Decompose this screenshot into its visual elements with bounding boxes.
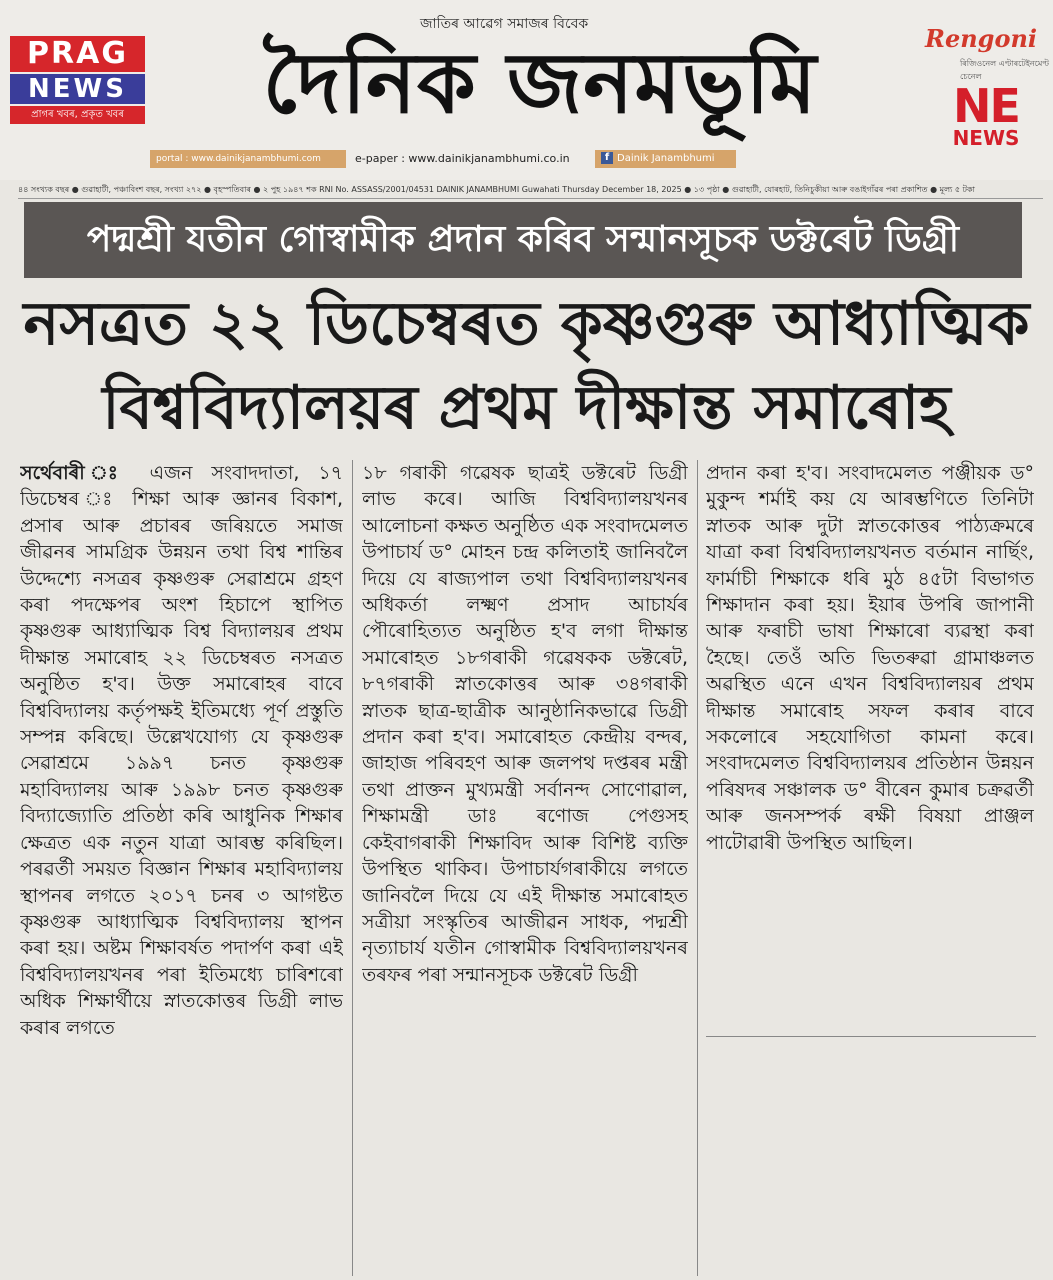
byline: সৰ্থেবাৰী ঃ (20, 462, 131, 484)
portal-link: portal : www.dainikjanambhumi.com (150, 150, 346, 168)
rengoni-logo: Rengoni (925, 24, 1038, 53)
facebook-label: Dainik Janambhumi (617, 153, 715, 164)
column-end-rule (706, 1036, 1036, 1037)
column-divider (352, 460, 353, 1276)
rengoni-logo-sub: ৰিজিওনেল এণ্টাৰটেইনমেণ্ট চেনেল (960, 59, 1049, 81)
ne-news-logo (940, 79, 1032, 150)
headline-line-1: নসত্ৰত ২২ ডিচেম্বৰত কৃষ্ণগুৰু আধ্যাত্মিক (23, 289, 1030, 359)
ne-news-logo-small: NEWS (952, 126, 1020, 150)
facebook-link (595, 150, 736, 168)
epaper-link: e-paper : www.dainikjanambhumi.co.in (355, 152, 570, 165)
article-banner: পদ্মশ্ৰী যতীন গোস্বামীক প্ৰদান কৰিব সন্মানসূচক ডক্টৰেট ডিগ্ৰী (24, 202, 1022, 278)
article-column-1 (20, 460, 343, 1276)
prag-news-logo (10, 36, 145, 128)
article-column-3: প্ৰদান কৰা হ'ব। সংবাদমেলত পঞ্জীয়ক ড° মুকুন্দ শৰ্মাই কয় যে আৰম্ভণিতে তিনিটা স্নাতক আৰু দুটা স্নাতকোত্তৰ পাঠ্যক্ৰমৰে যাত্ৰা কৰা বিশ্ববিদ্যালয়খনত বৰ্তমান নাৰ্ছিং, ফাৰ্মাচী শিক্ষাকে ধৰি মুঠ ৪৫টা বিভাগত শিক্ষাদান কৰা হয়। ইয়াৰ উপৰি জাপানী আৰু ফৰাচী ভাষা শিক্ষাৰো ব্যৱস্থা কৰা হৈছে। তেওঁ অতি ভিতৰুৱা গ্ৰামাঞ্চলত অৱস্থিত এনে এখন বিশ্ববিদ্যালয়ৰ প্ৰথম দীক্ষান্ত সমাৰোহ সফল কৰাৰ বাবে সকলোৰে সহযোগিতা কামনা কৰে। সংবাদমেলত বিশ্ববিদ্যালয়ৰ প্ৰতিষ্ঠান উন্নয়ন পৰিষদৰ সঞ্চালক ড° বীৰেন কুমাৰ চক্ৰৱৰ্তী আৰু জনসম্পৰ্ক ৰক্ষী বিষয়া প্ৰাঞ্জল পাটোৱাৰী উপস্থিত আছিল। (706, 462, 1034, 854)
article-headline (20, 282, 1033, 450)
column-1-text: এজন সংবাদদাতা, ১৭ ডিচেম্বৰ ঃ শিক্ষা আৰু জ্ঞানৰ বিকাশ, প্ৰসাৰ আৰু প্ৰচাৰৰ জৰিয়তে সমাজ জীৱনৰ সামগ্ৰিক উন্নয়ন তথা বিশ্ব শান্তিৰ উদ্দেশ্যে নসত্ৰৰ কৃষ্ণগুৰু সেৱাশ্ৰমে গ্ৰহণ কৰা পদক্ষেপৰ অংশ হিচাপে স্থাপিত কৃষ্ণগুৰু আধ্যাত্মিক বিশ্ব বিদ্যালয়ৰ প্ৰথম দীক্ষান্ত সমাৰোহ ২২ ডিচেম্বৰত নসত্ৰত অনুষ্ঠিত হ'ব। উক্ত সমাৰোহৰ বাবে বিশ্ববিদ্যালয় কৰ্তৃপক্ষই ইতিমধ্যে পূৰ্ণ প্ৰস্তুতি সম্পন্ন কৰিছে। উল্লেখযোগ্য যে কৃষ্ণগুৰু সেৱাশ্ৰমে ১৯৯৭ চনত কৃষ্ণগুৰু মহাবিদ্যালয় আৰু ১৯৯৮ চনত কৃষ্ণগুৰু বিদ্যাজ্যোতি প্ৰতিষ্ঠা কৰি আধুনিক শিক্ষাৰ ক্ষেত্ৰত এক নতুন যাত্ৰা আৰম্ভ কৰিছিল। পৰৱৰ্তী সময়ত বিজ্ঞান শিক্ষাৰ মহাবিদ্যালয় স্থাপনৰ লগতে ২০১৭ চনৰ ৩ আগষ্টত কৃষ্ণগুৰু আধ্যাত্মিক বিশ্ববিদ্যালয় স্থাপন কৰা হয়। অষ্টম শিক্ষাবৰ্ষত পদাৰ্পণ কৰা এই বিশ্ববিদ্যালয়খনৰ পৰা ইতিমধ্যে চাৰিশৰো অধিক শিক্ষাৰ্থীয়ে স্নাতকোত্তৰ ডিগ্ৰী লাভ কৰাৰ লগতে (20, 462, 343, 1039)
facebook-icon: f (601, 152, 613, 164)
masthead (0, 0, 1053, 180)
column-divider (697, 460, 698, 1276)
headline-line-2: বিশ্ববিদ্যালয়ৰ প্ৰথম দীক্ষান্ত সমাৰোহ (102, 373, 951, 443)
prag-logo-bottom: প্ৰাগৰ খবৰ, প্ৰকৃত খবৰ (10, 106, 145, 124)
prag-logo-top: PRAG (10, 36, 145, 72)
dateline: ৪৪ সংখ্যক বছৰ ● গুৱাহাটী, পঞ্চাবিংশ বছৰ, সংখ্যা ২৭২ ● বৃহস্পতিবাৰ ● ২ পুহ ১৯৪৭ শক RNI No. ASSASS/2001/04531 DAINIK JANAMBHUMI Guwahati Thursday December 18, 2025 ● ১৩ পৃষ্ঠা ● গুৱাহাটী, যোৰহাট, তিনিচুকীয়া আৰু বঙাইগাঁৱৰ পৰা প্ৰকাশিত ● মূল্য ৫ টকা (18, 182, 1043, 199)
ne-news-logo-big: NE (953, 79, 1019, 133)
tagline: জাতিৰ আৱেগ সমাজৰ বিবেক (420, 16, 589, 32)
newspaper-name: দৈনিক জনমভূমি (262, 34, 818, 132)
article-column-2: ১৮ গৰাকী গৱেষক ছাত্ৰই ডক্টৰেট ডিগ্ৰী লাভ কৰে। আজি বিশ্ববিদ্যালয়খনৰ আলোচনা কক্ষত অনুষ্ঠিত এক সংবাদমেলত উপাচাৰ্য ড° মোহন চন্দ্ৰ কলিতাই জানিবলৈ দিয়ে যে ৰাজ্যপাল তথা বিশ্ববিদ্যালয়খনৰ অধিকৰ্তা লক্ষ্মণ প্ৰসাদ আচাৰ্যৰ পৌৰোহিত্যত অনুষ্ঠিত হ'ব লগা দীক্ষান্ত সমাৰোহত ১৮গৰাকী গৱেষকক ডক্টৰেট, ৮৭গৰাকী স্নাতকোত্তৰ আৰু ৩৪গৰাকী স্নাতক ছাত্ৰ-ছাত্ৰীক আনুষ্ঠানিকভাৱে ডিগ্ৰী প্ৰদান কৰা হ'ব। সমাৰোহত কেন্দ্ৰীয় বন্দৰ, জাহাজ পৰিবহণ আৰু জলপথ দপ্তৰৰ মন্ত্ৰী তথা প্ৰাক্তন মুখ্যমন্ত্ৰী সৰ্বানন্দ সোণোৱাল, শিক্ষামন্ত্ৰী ডাঃ ৰণোজ পেগুসহ কেইবাগৰাকী শিক্ষাবিদ আৰু বিশিষ্ট ব্যক্তি উপস্থিত থাকিব। উপাচাৰ্যগৰাকীয়ে লগতে জানিবলৈ দিয়ে যে এই দীক্ষান্ত সমাৰোহত সত্ৰীয়া সংস্কৃতিৰ আজীৱন সাধক, পদ্মশ্ৰী নৃত্যাচাৰ্য যতীন গোস্বামীক বিশ্ববিদ্যালয়খনৰ তৰফৰ পৰা সন্মানসূচক ডক্টৰেট ডিগ্ৰী (362, 462, 688, 986)
link-strip (150, 150, 730, 170)
prag-logo-middle: NEWS (10, 74, 145, 104)
